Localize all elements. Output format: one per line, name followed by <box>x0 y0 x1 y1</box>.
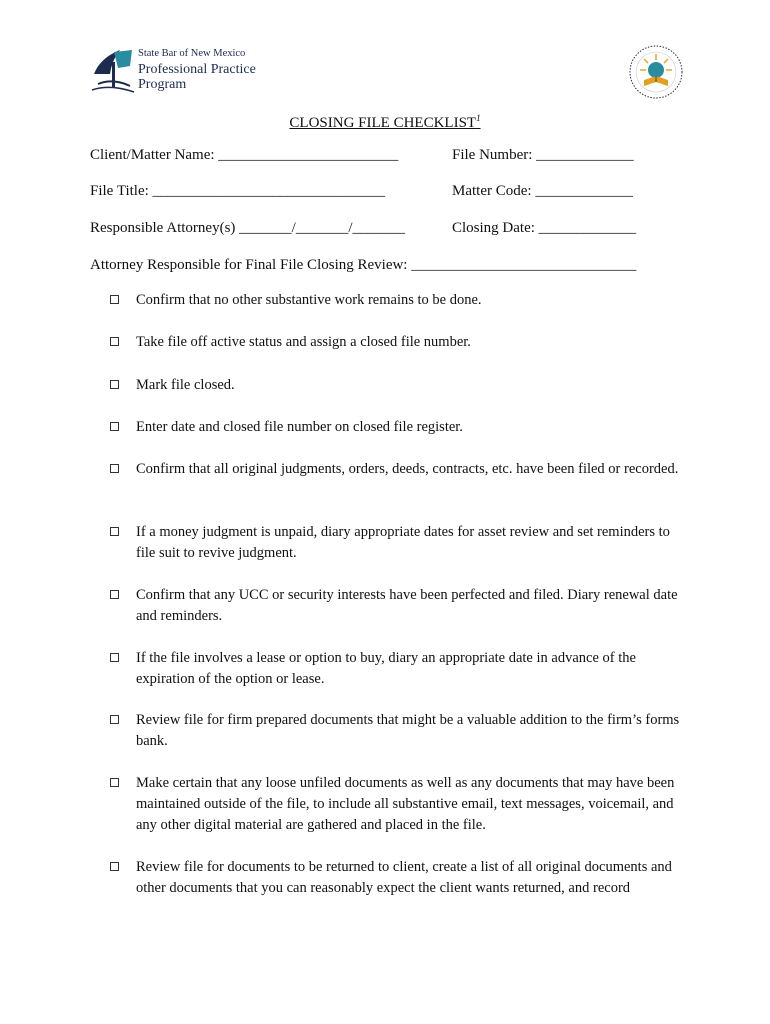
checkbox[interactable] <box>110 295 119 304</box>
state-bar-emblem-icon <box>90 44 136 94</box>
checklist-item-text: Enter date and closed file number on closed file register. <box>136 419 463 435</box>
checklist-item-text: Review file for documents to be returned to client, create a list of all original documents and other documents that you can reasonably expect the client wants returned, and record <box>136 859 672 896</box>
checklist-item-text: Confirm that any UCC or security interests have been perfected and filed. Diary renewal date and reminders. <box>136 587 678 624</box>
closing-date-field[interactable]: Closing Date: _____________ <box>452 220 637 236</box>
checkbox[interactable] <box>110 862 119 871</box>
checkbox[interactable] <box>110 422 119 431</box>
matter-code-field[interactable]: Matter Code: _____________ <box>452 183 633 199</box>
checklist-item-text: Take file off active status and assign a closed file number. <box>136 334 471 350</box>
final-review-attorney-field[interactable]: Attorney Responsible for Final File Closing Review: ______________________________ <box>90 257 637 273</box>
checklist-item-text: If the file involves a lease or option to buy, diary an appropriate date in advance of the expiration of the option or lease. <box>136 650 636 687</box>
file-number-field[interactable]: File Number: _____________ <box>452 147 634 163</box>
checkbox[interactable] <box>110 653 119 662</box>
client-matter-field[interactable]: Client/Matter Name: ________________________ <box>90 147 399 163</box>
checkbox[interactable] <box>110 590 119 599</box>
responsible-attorney-field[interactable]: Responsible Attorney(s) _______/_______/_______ <box>90 220 405 236</box>
logo-line-1: State Bar of New Mexico <box>138 48 246 59</box>
checkbox[interactable] <box>110 715 119 724</box>
checklist-item-text: Review file for firm prepared documents that might be a valuable addition to the firm’s forms bank. <box>136 712 680 749</box>
logo-line-3: Program <box>138 76 187 92</box>
checklist-item-text: Make certain that any loose unfiled documents as well as any documents that may have been maintained outside of the file, to include all substantive email, text messages, voicemail, and any other digital material are gathered and placed in the file. <box>136 775 675 833</box>
checkbox[interactable] <box>110 527 119 536</box>
checkbox[interactable] <box>110 337 119 346</box>
checklist-item-text: If a money judgment is unpaid, diary appropriate dates for asset review and set reminders to file suit to revive judgment. <box>136 524 670 561</box>
logo-line-2: Professional Practice <box>138 61 256 77</box>
checklist-item-text: Confirm that all original judgments, orders, deeds, contracts, etc. have been filed or recorded. <box>136 461 679 477</box>
checkbox[interactable] <box>110 380 119 389</box>
state-bar-logo <box>90 44 290 96</box>
file-title-field[interactable]: File Title: _______________________________ <box>90 183 386 199</box>
checklist-item-text: Mark file closed. <box>136 377 235 393</box>
page-title <box>0 113 770 132</box>
circular-seal-icon <box>628 44 684 100</box>
checkbox[interactable] <box>110 778 119 787</box>
title-text: CLOSING FILE CHECKLIST <box>289 115 477 131</box>
title-footnote: 1 <box>476 113 481 123</box>
checkbox[interactable] <box>110 464 119 473</box>
checklist-item-text: Confirm that no other substantive work remains to be done. <box>136 292 482 308</box>
